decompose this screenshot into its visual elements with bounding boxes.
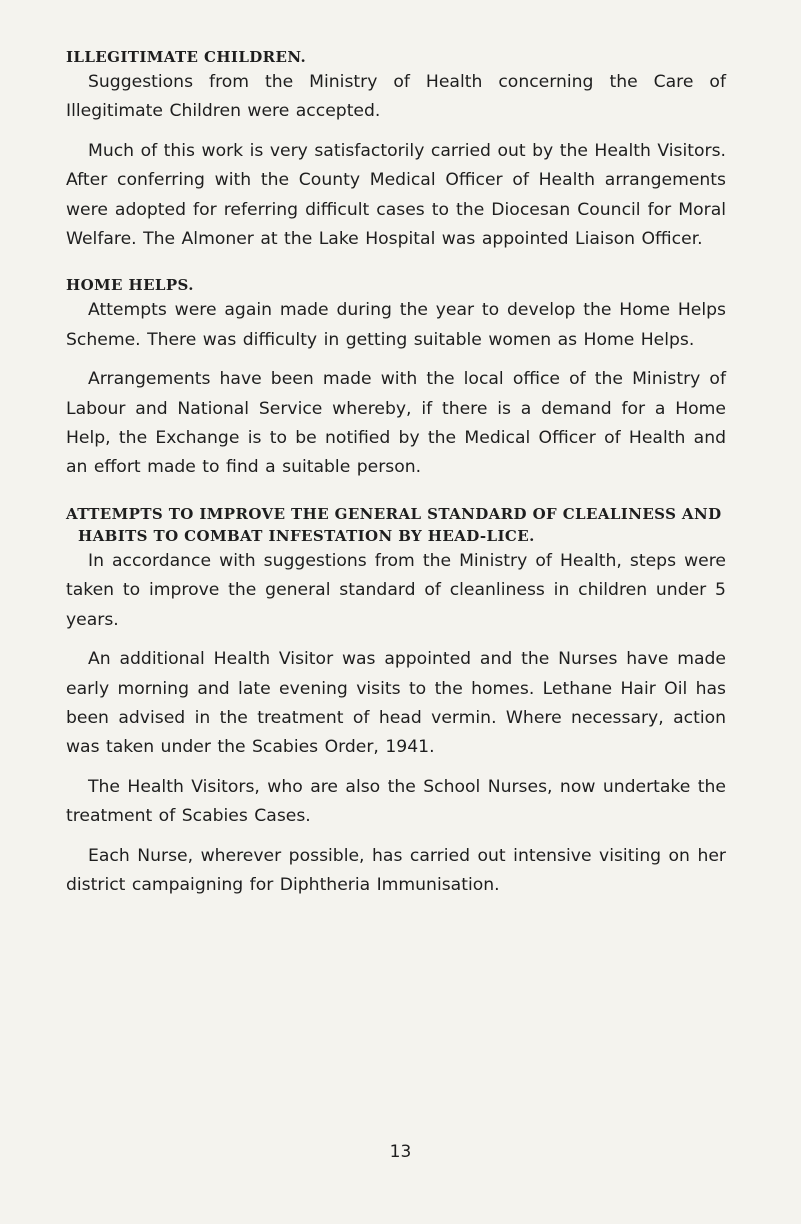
paragraph-cleanliness-1: In accordance with suggestions from the Ministry of Health, steps were taken to improve the general standard of cleanliness in children under 5 years.: [66, 550, 726, 630]
paragraph-illegitimate-2: Much of this work is very satisfactorily carried out by the Health Visitors. After conferring with the County Medical Officer of Health arrangements were adopted for referring difficult cases to the Diocesan Council for Moral Welfare. The Almoner at the Lake Hospital was appointed Liaison Officer.: [66, 140, 726, 250]
heading-cleanliness: ATTEMPTS TO IMPROVE THE GENERAL STANDARD OF CLEALINESS AND HABITS TO COMBAT INFESTATION BY HEAD-LICE.: [66, 504, 722, 545]
paragraph-illegitimate-1: Suggestions from the Ministry of Health concerning the Care of Illegitimate Children were accepted.: [66, 72, 726, 122]
paragraph-home-helps-1: Attempts were again made during the year to develop the Home Helps Scheme. There was difficulty in getting suitable women as Home Helps.: [66, 300, 726, 350]
paragraph-cleanliness-2: An additional Health Visitor was appointed and the Nurses have made early morning and late evening visits to the homes. Lethane Hair Oil has been advised in the treatment of head vermin. Where necessary, action was taken under the Scabies Order, 1941.: [66, 649, 726, 758]
document-page: [66, 46, 726, 900]
heading-home-helps: HOME HELPS.: [66, 276, 194, 295]
heading-illegitimate-children: ILLEGITIMATE CHILDREN.: [66, 48, 307, 66]
page-number: 13: [389, 1142, 412, 1162]
paragraph-home-helps-2: Arrangements have been made with the local office of the Ministry of Labour and National Service whereby, if there is a demand for a Home Help, the Exchange is to be notified by the Medical Officer of Health and an effort made to find a suitable person.: [66, 369, 726, 478]
paragraph-cleanliness-3: The Health Visitors, who are also the School Nurses, now undertake the treatment of Scabies Cases.: [66, 776, 726, 827]
paragraph-cleanliness-4: Each Nurse, wherever possible, has carried out intensive visiting on her district campaigning for Diphtheria Immunisation.: [66, 845, 726, 895]
